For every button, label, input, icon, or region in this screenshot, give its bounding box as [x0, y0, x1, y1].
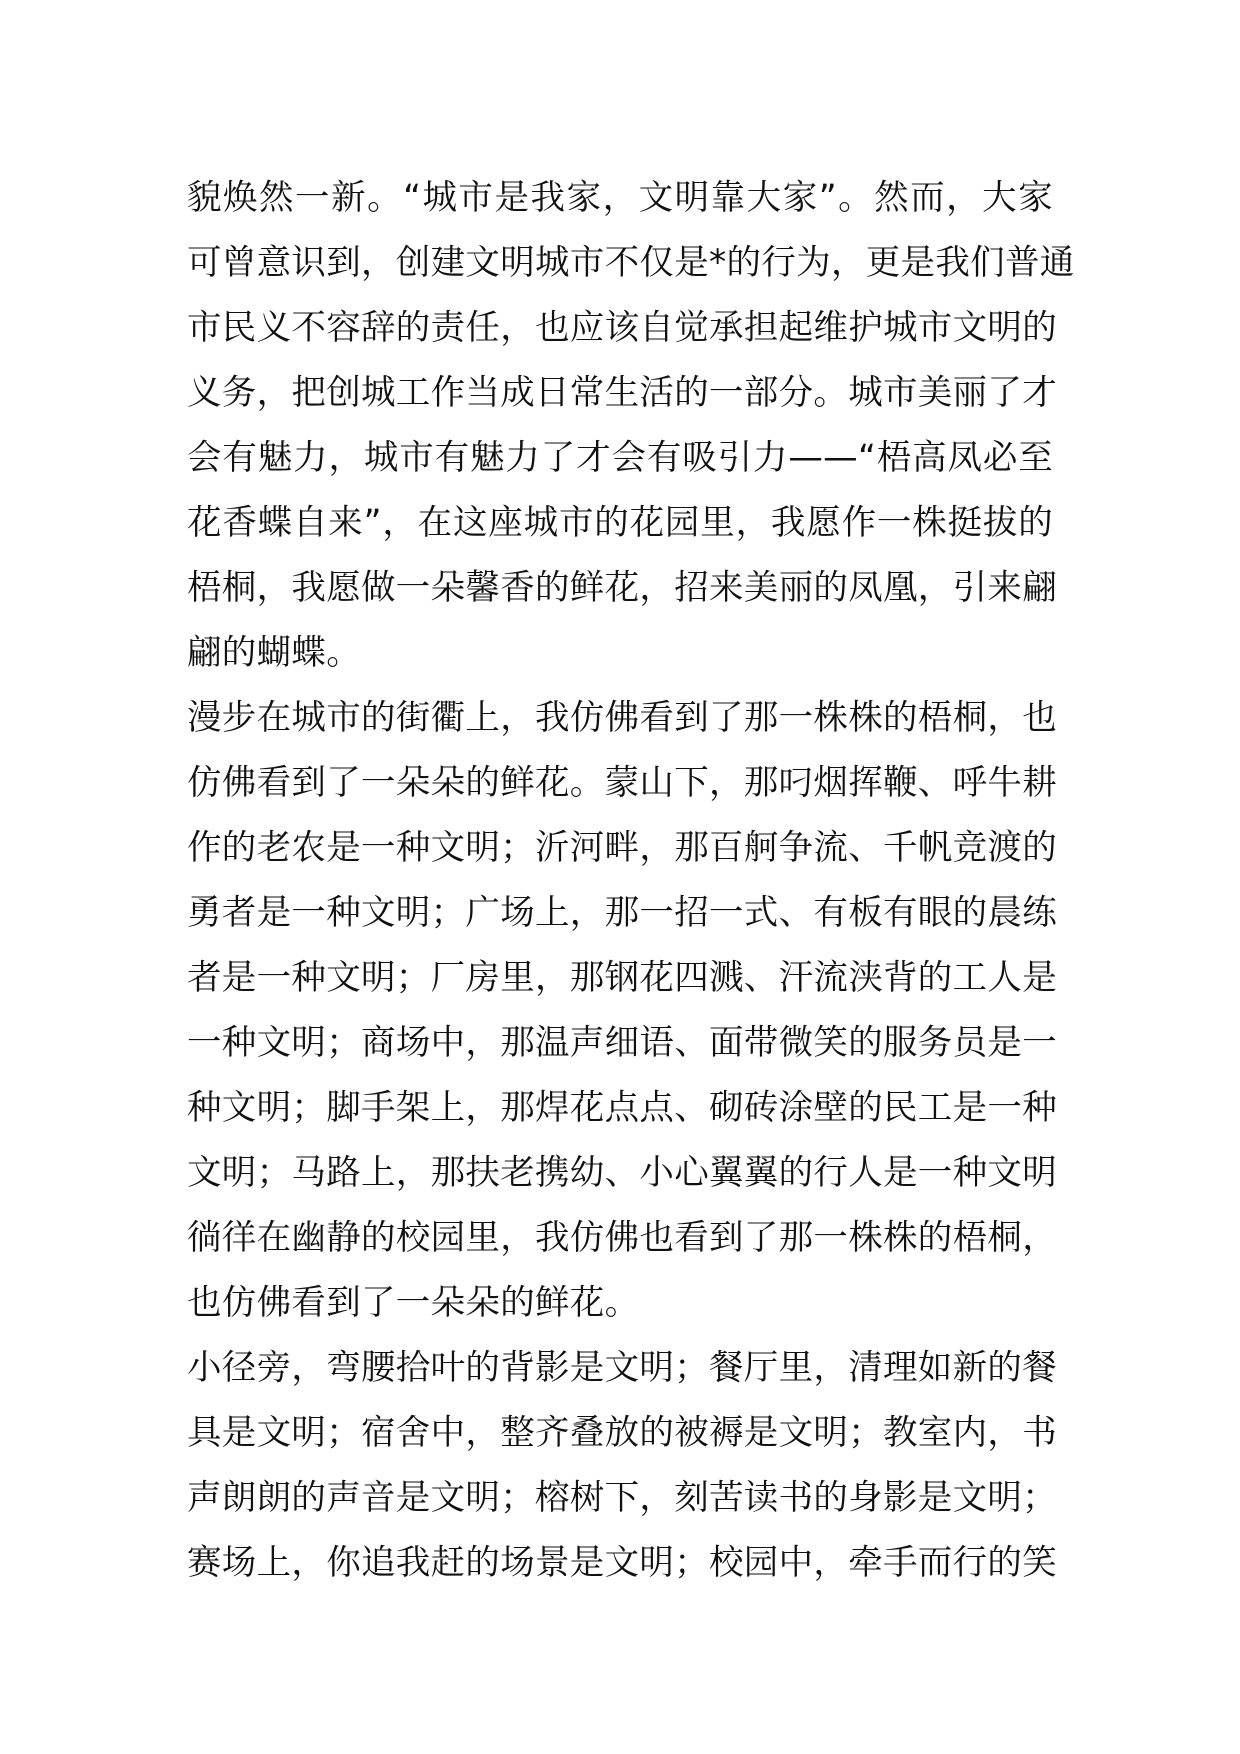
text-line: 漫步在城市的街衢上，我仿佛看到了那一株株的梧桐，也	[187, 698, 1057, 738]
text-line: 具是文明；宿舍中，整齐叠放的被褥是文明；教室内，书	[187, 1413, 1057, 1453]
text-line: 勇者是一种文明；广场上，那一招一式、有板有眼的晨练	[187, 893, 1057, 933]
text-line: 貌焕然一新。“城市是我家，文明靠大家”。然而，大家	[187, 178, 1053, 218]
text-line: 市民义不容辞的责任，也应该自觉承担起维护城市文明的	[187, 308, 1057, 348]
text-line: 赛场上，你追我赶的场景是文明；校园中，牵手而行的笑	[187, 1543, 1057, 1583]
text-line: 梧桐，我愿做一朵馨香的鲜花，招来美丽的凤凰，引来翩	[187, 568, 1057, 608]
text-line: 花香蝶自来”，在这座城市的花园里，我愿作一株挺拔的	[187, 503, 1053, 543]
paragraph	[187, 166, 1075, 686]
text-line: 也仿佛看到了一朵朵的鲜花。	[187, 1283, 640, 1323]
text-line: 声朗朗的声音是文明；榕树下，刻苦读书的身影是文明；	[187, 1478, 1057, 1518]
text-line: 小径旁，弯腰拾叶的背影是文明；餐厅里，清理如新的餐	[187, 1348, 1057, 1388]
text-line: 文明；马路上，那扶老携幼、小心翼翼的行人是一种文明	[187, 1153, 1057, 1193]
text-line: 种文明；脚手架上，那焊花点点、砌砖涂壁的民工是一种	[187, 1088, 1057, 1128]
text-line: 会有魅力，城市有魅力了才会有吸引力——“梧高凤必至	[187, 438, 1053, 478]
text-line: 可曾意识到，创建文明城市不仅是*的行为，更是我们普通	[187, 243, 1075, 283]
paragraph	[187, 686, 1057, 1336]
text-line: 徜徉在幽静的校园里，我仿佛也看到了那一株株的梧桐，	[187, 1218, 1057, 1258]
document-page	[187, 166, 1075, 1596]
text-line: 者是一种文明；厂房里，那钢花四溅、汗流浃背的工人是	[187, 958, 1057, 998]
paragraph	[187, 1336, 1057, 1596]
text-line: 作的老农是一种文明；沂河畔，那百舸争流、千帆竞渡的	[187, 828, 1057, 868]
text-line: 仿佛看到了一朵朵的鲜花。蒙山下，那叼烟挥鞭、呼牛耕	[187, 763, 1057, 803]
text-line: 一种文明；商场中，那温声细语、面带微笑的服务员是一	[187, 1023, 1057, 1063]
text-line: 义务，把创城工作当成日常生活的一部分。城市美丽了才	[187, 373, 1057, 413]
text-line: 翩的蝴蝶。	[187, 633, 361, 673]
